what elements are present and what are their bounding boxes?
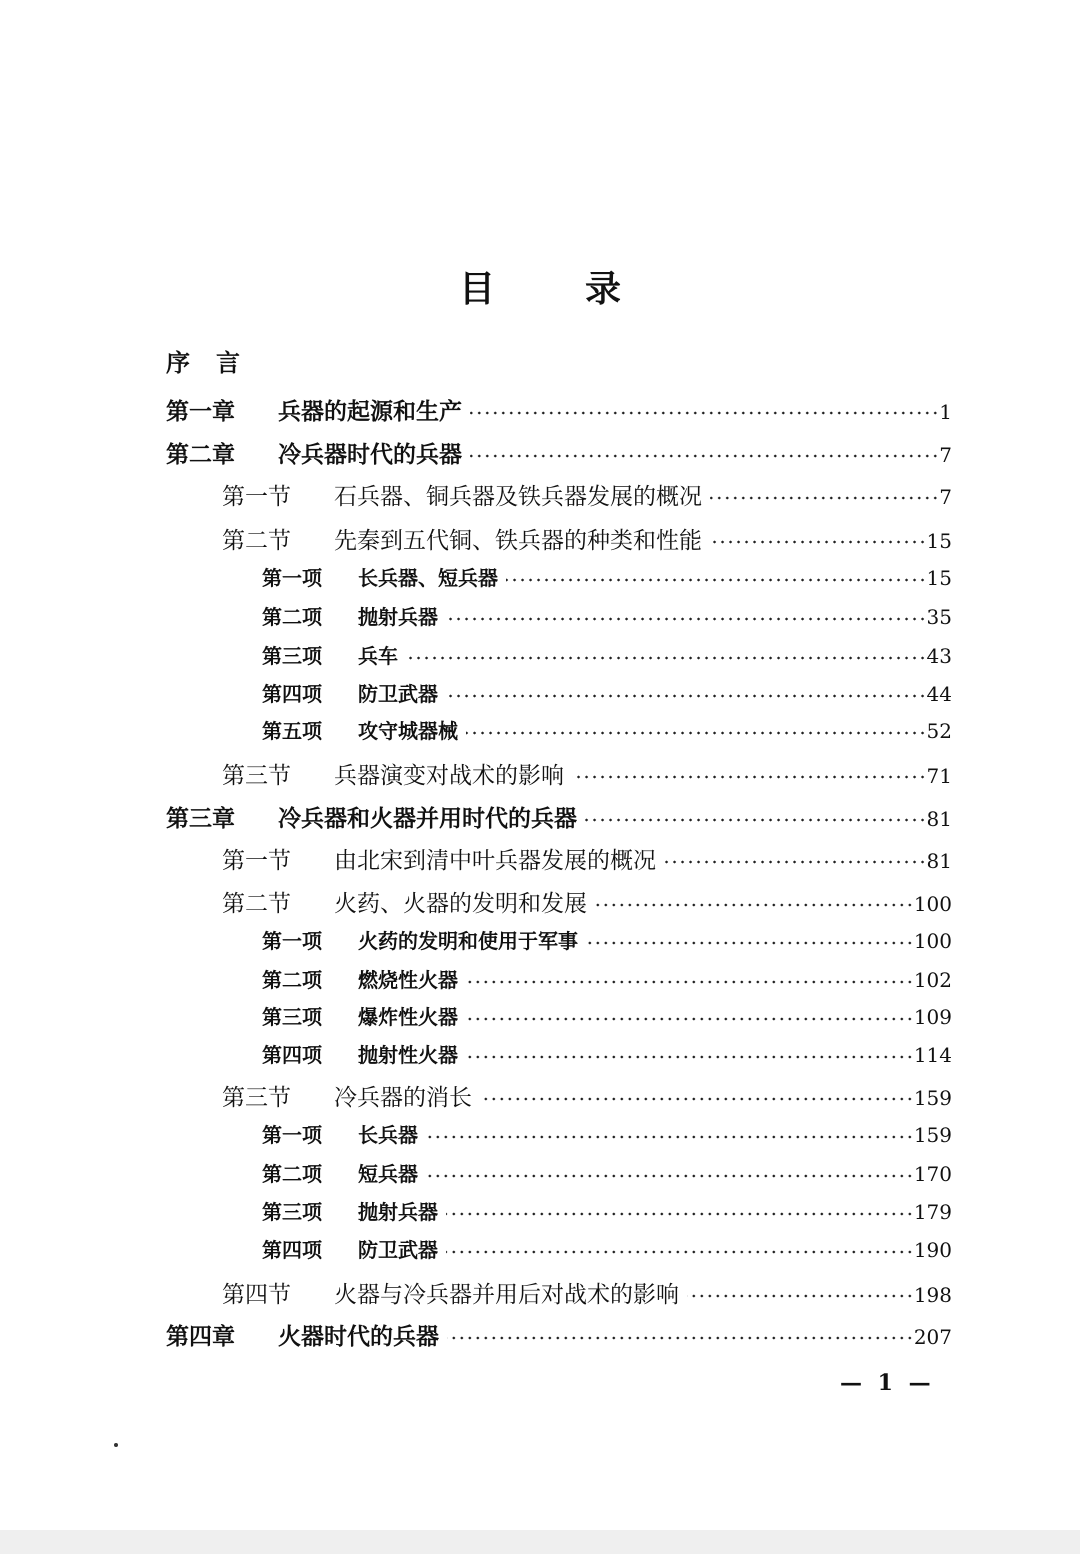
toc-entry-label: 第一项 [262,929,322,953]
toc-entry-label: 第三项 [262,644,322,668]
toc-entry-item [262,964,952,993]
toc-leader-dots [664,860,927,864]
toc-leader-dots [466,1017,914,1021]
toc-leader-dots [710,496,939,500]
toc-entry-label: 第二章 [166,442,235,468]
toc-entry-item [262,1001,952,1030]
toc-leader-dots [466,980,914,984]
toc-leader-dots [446,1212,914,1216]
viewer-bottom-strip [0,1530,1080,1554]
toc-entry-page: 114 [913,1043,952,1067]
toc-entry-item [262,1196,952,1225]
toc-leader-dots [585,818,927,822]
toc-entry-label: 第三章 [166,806,235,832]
scan-speck [114,1443,118,1447]
toc-entry-page: 190 [913,1238,952,1262]
toc-entry-label: 第三节 [222,1085,291,1111]
toc-entry-label: 第二项 [262,968,322,992]
toc-entry-page: 207 [913,1325,952,1349]
toc-leader-dots [586,941,914,945]
toc-entry-title: 火器与冷兵器并用后对战术的影响 [334,1282,679,1308]
toc-leader-dots [710,540,927,544]
toc-entry-section [222,757,952,790]
toc-entry-item [262,601,952,630]
toc-entry-title: 兵器的起源和生产 [278,399,462,425]
toc-entry-chapter [166,1318,952,1351]
toc-entry-section [222,522,952,555]
toc-leader-dots [687,1294,914,1298]
toc-entry-item [262,678,952,707]
toc-entry-title: 石兵器、铜兵器及铁兵器发展的概况 [334,484,702,510]
toc-entry-label: 第一节 [222,484,291,510]
toc-entry-title: 火药、火器的发明和发展 [334,891,587,917]
toc-entry-title: 火药的发明和使用于军事 [358,929,578,953]
toc-entry-chapter [166,436,952,469]
toc-leader-dots [466,731,927,735]
toc-entry-page: 15 [926,529,952,553]
toc-entry-section [222,1079,952,1112]
toc-entry-title: 防卫武器 [358,682,438,706]
toc-leader-dots [446,617,927,621]
toc-entry-item [262,562,952,591]
toc-entry-title: 短兵器 [358,1162,418,1186]
toc-entry-item [262,1234,952,1263]
toc-entry-page: 15 [926,566,952,590]
toc-entry-chapter [166,393,952,426]
toc-entry-label: 第一节 [222,848,291,874]
toc-entry-item [262,640,952,669]
toc-entry-title: 爆炸性火器 [358,1005,458,1029]
toc-leader-dots [470,411,939,415]
toc-entry-title: 兵车 [358,644,398,668]
toc-leader-dots [506,578,927,582]
toc-entry-item [262,1039,952,1068]
toc-entry-item [262,1158,952,1187]
toc-entry-title: 抛射兵器 [358,605,438,629]
toc-entry-label: 第三项 [262,1200,322,1224]
toc-entry-title: 长兵器 [358,1123,418,1147]
toc-entry-label: 第四项 [262,1238,322,1262]
toc-entry-page: 179 [913,1200,952,1224]
toc-entry-title: 兵器演变对战术的影响 [334,763,564,789]
toc-entry-item [262,925,952,954]
toc-entry-page: 198 [913,1283,952,1307]
page-number: — 1 — [840,1370,935,1396]
toc-entry-label: 第二项 [262,1162,322,1186]
toc-entry-title: 冷兵器时代的兵器 [278,442,462,468]
toc-entry-label: 第一项 [262,1123,322,1147]
toc-entry-section [222,842,952,875]
toc-entry-label: 第四项 [262,1043,322,1067]
toc-entry-page: 100 [913,929,952,953]
toc-preface: 序言 [166,349,266,377]
toc-entry-label: 第五项 [262,719,322,743]
toc-entry-title: 抛射兵器 [358,1200,438,1224]
toc-entry-label: 第三项 [262,1005,322,1029]
toc-leader-dots [595,903,914,907]
toc-entry-page: 170 [913,1162,952,1186]
toc-entry-section [222,885,952,918]
toc-leader-dots [466,1055,914,1059]
toc-leader-dots [470,454,939,458]
toc-entry-page: 43 [926,644,952,668]
toc-entry-page: 159 [913,1086,952,1110]
toc-entry-label: 第三节 [222,763,291,789]
toc-entry-title: 长兵器、短兵器 [358,566,498,590]
toc-leader-dots [426,1135,914,1139]
toc-entry-page: 102 [913,968,952,992]
toc-entry-page: 35 [926,605,952,629]
toc-leader-dots [446,1250,914,1254]
toc-entry-page: 7 [939,443,952,467]
toc-entry-label: 第一项 [262,566,322,590]
toc-entry-page: 7 [939,485,952,509]
toc-entry-section [222,478,952,511]
toc-entry-title: 抛射性火器 [358,1043,458,1067]
toc-entry-title: 先秦到五代铜、铁兵器的种类和性能 [334,528,702,554]
toc-entry-title: 攻守城器械 [358,719,458,743]
toc-entry-label: 第二节 [222,528,291,554]
toc-entry-label: 第二节 [222,891,291,917]
toc-entry-title: 由北宋到清中叶兵器发展的概况 [334,848,656,874]
toc-leader-dots [446,694,927,698]
toc-entry-title: 冷兵器的消长 [334,1085,472,1111]
toc-entry-label: 第四项 [262,682,322,706]
toc-entry-title: 火器时代的兵器 [278,1324,439,1350]
toc-entry-page: 52 [926,719,952,743]
toc-entry-page: 44 [926,682,952,706]
toc-entry-label: 第一章 [166,399,235,425]
toc-entry-item [262,1119,952,1148]
toc-entry-page: 1 [939,400,952,424]
toc-entry-page: 71 [926,764,952,788]
toc-entry-page: 81 [926,849,952,873]
toc-leader-dots [480,1097,914,1101]
toc-entry-page: 100 [913,892,952,916]
toc-entry-item [262,715,952,744]
toc-entry-label: 第四章 [166,1324,235,1350]
toc-entry-label: 第四节 [222,1282,291,1308]
toc-leader-dots [572,775,927,779]
toc-entry-label: 第二项 [262,605,322,629]
toc-leader-dots [426,1174,914,1178]
toc-leader-dots [406,656,927,660]
toc-entry-title: 冷兵器和火器并用时代的兵器 [278,806,577,832]
toc-entry-title: 燃烧性火器 [358,968,458,992]
toc-entry-page: 109 [913,1005,952,1029]
toc-entry-title: 防卫武器 [358,1238,438,1262]
toc-leader-dots [447,1336,914,1340]
toc-entry-section [222,1276,952,1309]
page-title: 目录 [458,269,711,310]
toc-entry-page: 159 [913,1123,952,1147]
toc-entry-chapter [166,800,952,833]
toc-entry-page: 81 [926,807,952,831]
